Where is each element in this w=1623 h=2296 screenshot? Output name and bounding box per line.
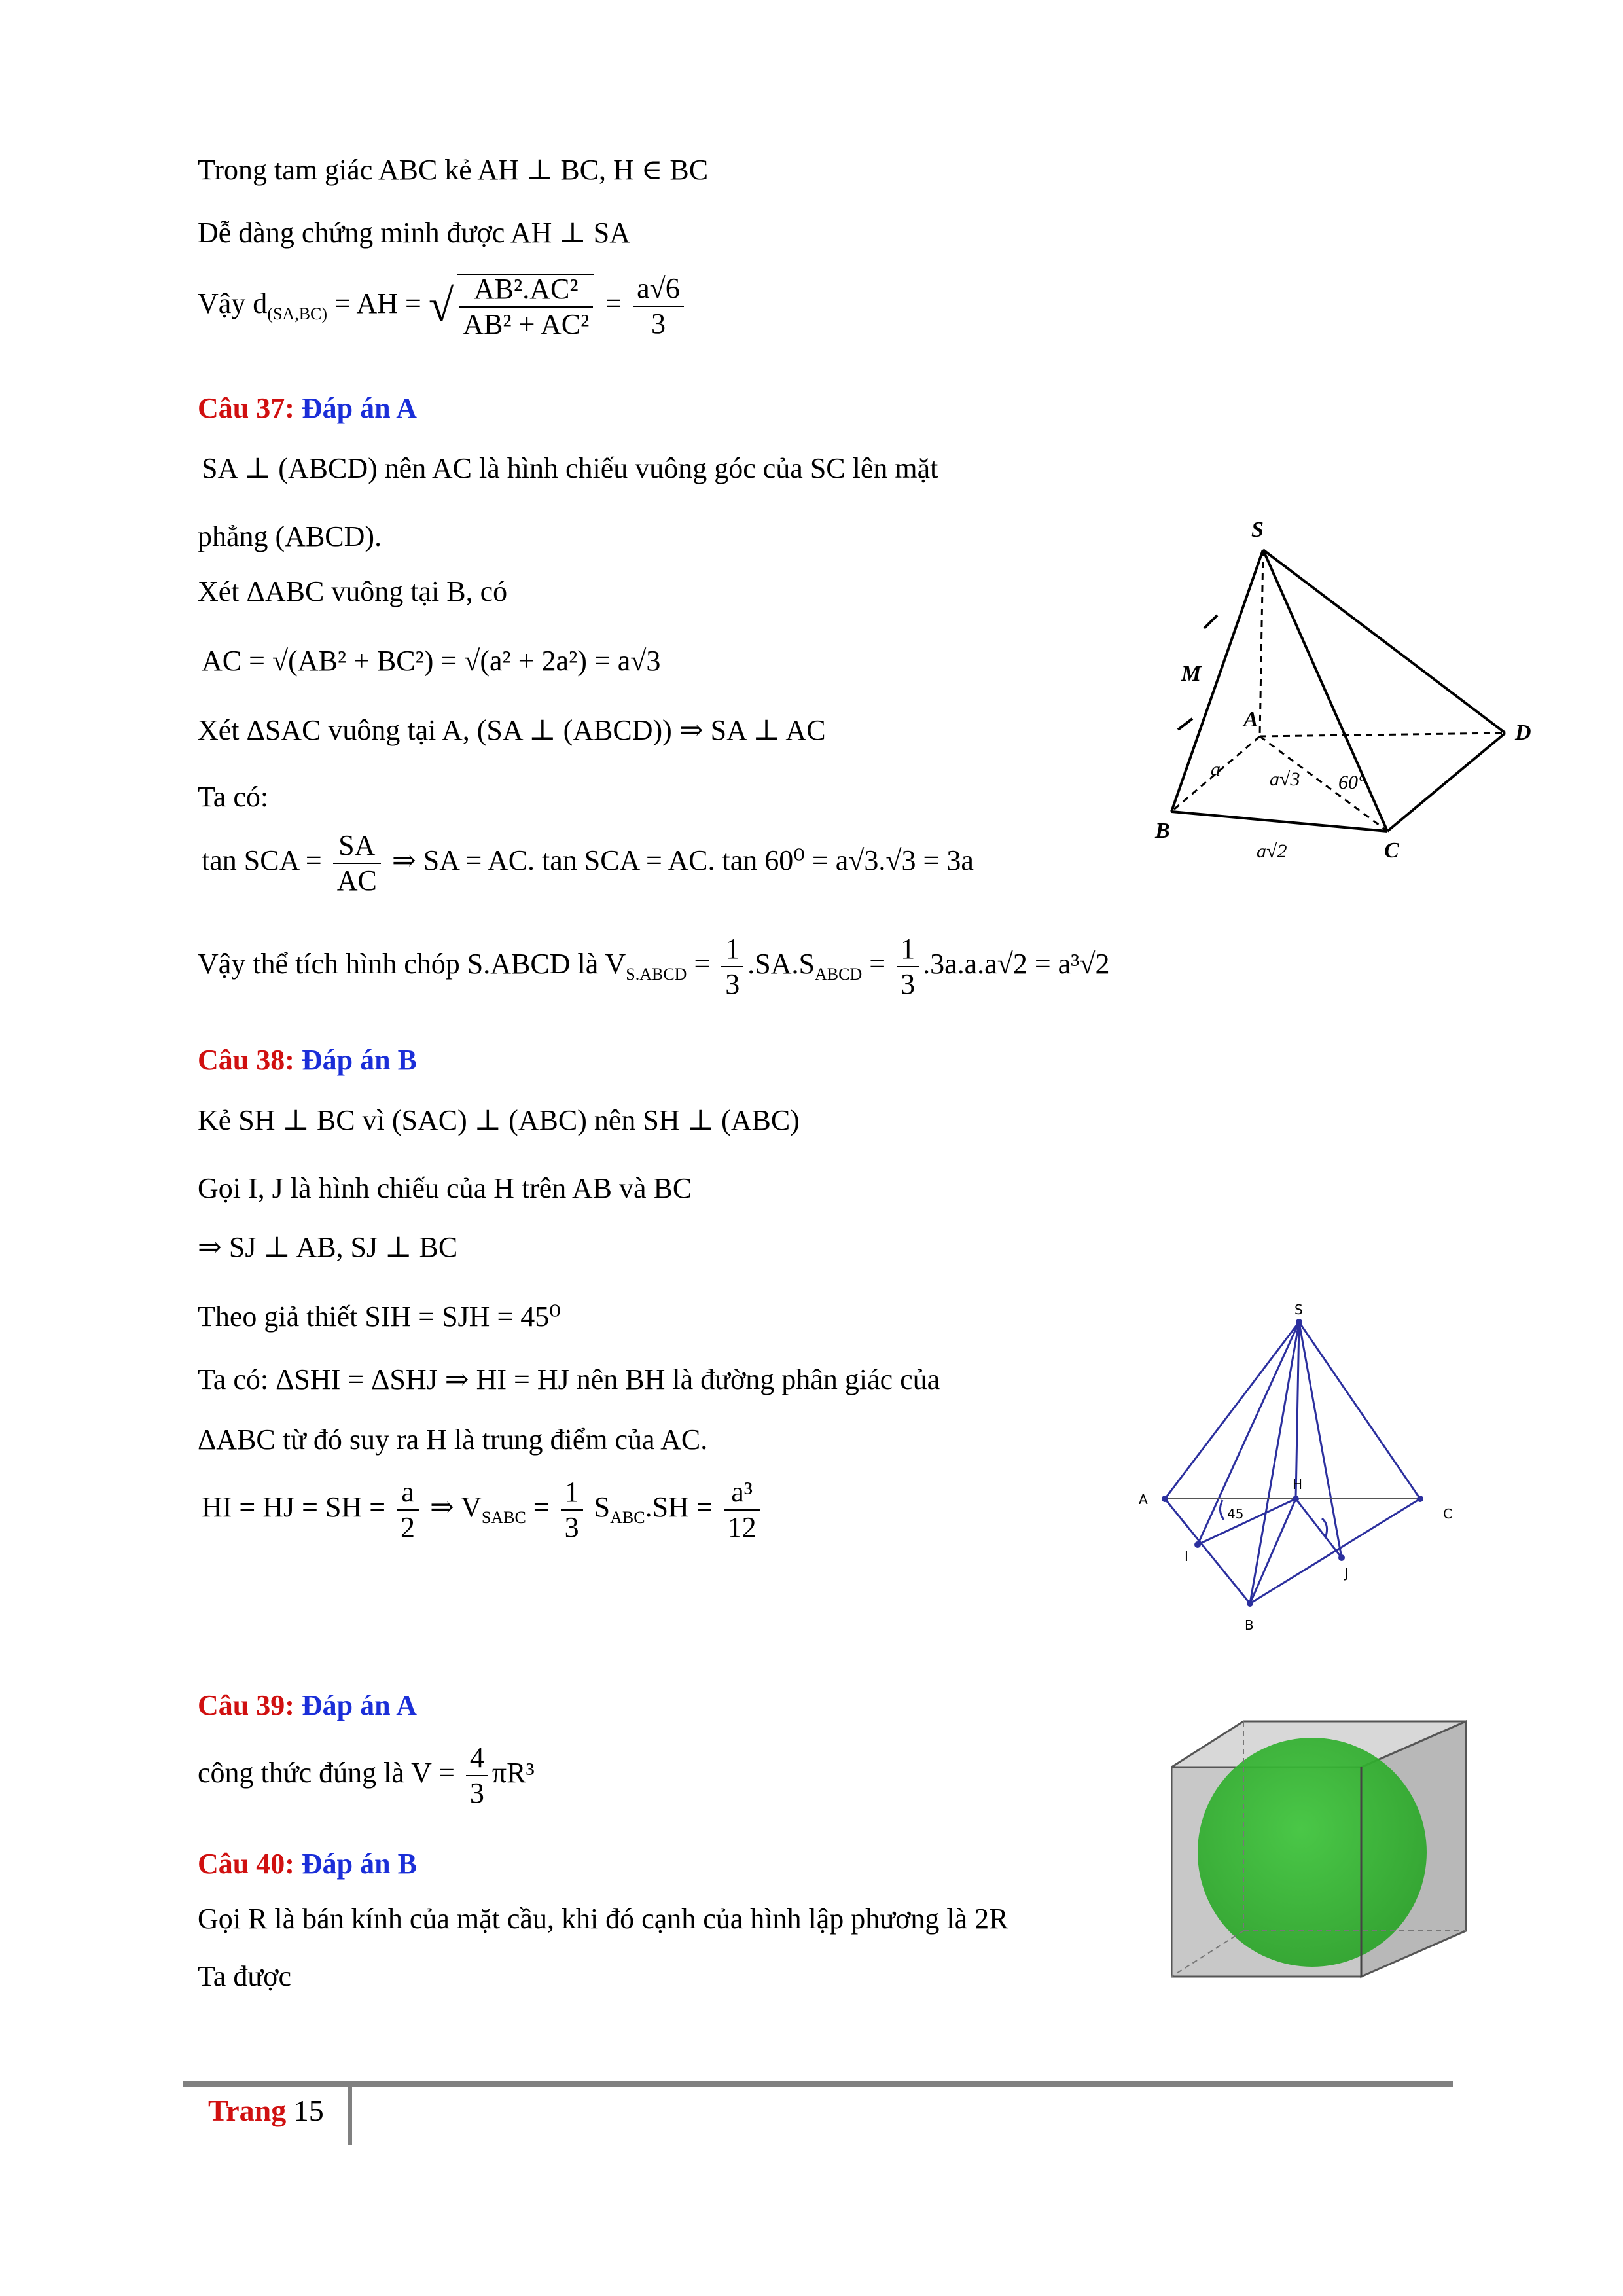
- text: = AH =: [327, 287, 429, 320]
- line-10: [202, 831, 974, 895]
- edge-sa: [1260, 550, 1263, 736]
- edge-cd: [1387, 733, 1505, 831]
- line-4: SA ⊥ (ABCD) nên AC là hình chiếu vuông góc của SC lên mặt: [202, 452, 938, 484]
- label-a: A: [1139, 1492, 1148, 1507]
- denominator: 12: [727, 1511, 757, 1543]
- sphere: [1198, 1738, 1427, 1967]
- label-m: M: [1181, 662, 1202, 686]
- subscript: ABC: [610, 1508, 645, 1528]
- label-b: B: [1245, 1617, 1254, 1633]
- answer-label: Đáp án B: [301, 1848, 417, 1880]
- label-c: C: [1443, 1506, 1452, 1522]
- edge-sa: [1165, 1322, 1299, 1499]
- line-11: [198, 935, 1110, 999]
- line-14: ⇒ SJ ⊥ AB, SJ ⊥ BC: [198, 1231, 458, 1263]
- edge-sh: [1296, 1322, 1299, 1499]
- label-c: C: [1384, 838, 1399, 863]
- line-18: [202, 1478, 764, 1542]
- label-a-sqrt2: a√2: [1257, 840, 1287, 862]
- sqrt-fraction: [457, 274, 594, 339]
- text: HI = HJ = SH =: [202, 1491, 393, 1524]
- label-s: S: [1251, 518, 1264, 542]
- numerator: a√6: [633, 274, 684, 307]
- point-c: [1417, 1496, 1423, 1502]
- fraction: [333, 831, 381, 895]
- text: ⇒ SA = AC. tan SCA = AC. tan 60⁰ = a√3.√3 = 3a: [384, 844, 974, 877]
- numerator: 4: [466, 1744, 488, 1776]
- segment-hb: [1250, 1499, 1296, 1604]
- line-2: Dễ dàng chứng minh được AH ⊥ SA: [198, 217, 631, 249]
- angle-arc: [1220, 1500, 1224, 1520]
- point-a: [1162, 1496, 1168, 1502]
- denominator: 3: [725, 968, 740, 1000]
- footer-divider: [348, 2087, 352, 2145]
- edge-sc: [1299, 1322, 1420, 1499]
- label-h: H: [1293, 1477, 1303, 1492]
- question-39-heading: [198, 1689, 417, 1722]
- label-angle-60: 60°: [1338, 772, 1366, 793]
- label-a: A: [1243, 708, 1258, 732]
- question-38-heading: [198, 1043, 417, 1077]
- question-40-heading: [198, 1847, 417, 1880]
- edge-bc: [1171, 812, 1387, 831]
- label-j: J: [1345, 1565, 1349, 1581]
- subscript: (SA,BC): [267, 304, 328, 324]
- line-12: Kẻ SH ⊥ BC vì (SAC) ⊥ (ABC) nên SH ⊥ (ABC): [198, 1104, 800, 1136]
- text: công thức đúng là V =: [198, 1757, 462, 1789]
- text: .SA.S: [747, 948, 815, 980]
- numerator: SA: [333, 831, 381, 864]
- fraction: [724, 1478, 760, 1542]
- edge-si: [1198, 1322, 1299, 1545]
- segment-hj: [1296, 1499, 1342, 1558]
- page-label: Trang: [208, 2094, 287, 2127]
- text: tan SCA =: [202, 844, 329, 877]
- line-17: ΔABC từ đó suy ra H là trung điểm của AC.: [198, 1424, 708, 1456]
- point-i: [1194, 1541, 1201, 1548]
- answer-label: Đáp án A: [301, 392, 417, 424]
- line-13: Gọi I, J là hình chiếu của H trên AB và BC: [198, 1172, 692, 1204]
- pyramid-sabcd-figure: [1113, 511, 1571, 864]
- page-value: 15: [293, 2094, 324, 2127]
- denominator: 3: [901, 968, 916, 1000]
- numerator: 1: [897, 935, 919, 967]
- text: ⇒ V: [423, 1491, 482, 1524]
- line-5: phẳng (ABCD).: [198, 520, 382, 552]
- text: Vậy d: [198, 287, 268, 320]
- question-37-heading: [198, 391, 417, 425]
- edge-ad: [1260, 733, 1505, 736]
- line-16: Ta có: ΔSHI = ΔSHJ ⇒ HI = HJ nên BH là đường phân giác của: [198, 1363, 940, 1395]
- text: =: [526, 1491, 557, 1524]
- text: =: [862, 948, 893, 980]
- line-6: Xét ΔABC vuông tại B, có: [198, 575, 508, 607]
- pyramid-sabc-figure: [1126, 1302, 1466, 1636]
- denominator: 3: [469, 1777, 484, 1809]
- text: .SH =: [645, 1491, 720, 1524]
- point-h: [1293, 1496, 1299, 1502]
- tick-mark: [1204, 615, 1217, 628]
- denominator: 2: [401, 1511, 416, 1543]
- text: S: [586, 1491, 611, 1524]
- text: =: [598, 287, 630, 320]
- numerator: a³: [724, 1478, 760, 1511]
- answer-label: Đáp án B: [301, 1044, 417, 1076]
- text: =: [687, 948, 718, 980]
- label-a-sqrt3: a√3: [1270, 768, 1300, 790]
- label-d: D: [1515, 721, 1531, 745]
- sqrt-sign: √: [428, 281, 454, 332]
- label-b: B: [1155, 819, 1170, 843]
- point-s: [1296, 1319, 1302, 1325]
- line-8: Xét ΔSAC vuông tại A, (SA ⊥ (ABCD)) ⇒ SA ⊥ AC: [198, 714, 826, 746]
- edge-sd: [1263, 550, 1505, 733]
- text: Vậy thể tích hình chóp S.ABCD là V: [198, 948, 626, 980]
- label-angle-45: 45: [1227, 1506, 1244, 1522]
- fraction: [721, 935, 743, 999]
- numerator: 1: [561, 1478, 583, 1511]
- denominator: 3: [651, 308, 666, 340]
- question-label: Câu 39:: [198, 1689, 294, 1721]
- fraction: [633, 274, 684, 338]
- question-label: Câu 37:: [198, 392, 294, 424]
- line-19: [198, 1744, 535, 1808]
- denominator: AB² + AC²: [463, 308, 590, 340]
- line-9: Ta có:: [198, 781, 269, 813]
- line-21: Ta được: [198, 1960, 291, 1992]
- label-i: I: [1185, 1549, 1188, 1564]
- text: πR³: [491, 1757, 535, 1789]
- fraction: [897, 935, 919, 999]
- denominator: AC: [336, 865, 377, 897]
- edge-bc: [1250, 1499, 1420, 1604]
- line-7: AC = √(AB² + BC²) = √(a² + 2a²) = a√3: [202, 645, 661, 677]
- denominator: 3: [564, 1511, 579, 1543]
- numerator: a: [397, 1478, 419, 1511]
- question-label: Câu 38:: [198, 1044, 294, 1076]
- subscript: S.ABCD: [626, 965, 687, 984]
- answer-label: Đáp án A: [301, 1689, 417, 1721]
- point-j: [1338, 1554, 1345, 1561]
- subscript: ABCD: [815, 965, 863, 984]
- line-15: Theo giả thiết SIH = SJH = 45⁰: [198, 1300, 561, 1333]
- numerator: AB².AC²: [459, 275, 593, 308]
- subscript: SABC: [481, 1508, 526, 1528]
- line-3: [198, 274, 688, 339]
- fraction: [397, 1478, 419, 1542]
- edge-sb: [1250, 1322, 1299, 1604]
- point-b: [1247, 1600, 1253, 1607]
- label-s: S: [1294, 1302, 1303, 1318]
- footer-rule: [183, 2081, 1453, 2087]
- fraction: [561, 1478, 583, 1542]
- line-1: Trong tam giác ABC kẻ AH ⊥ BC, H ∈ BC: [198, 154, 709, 186]
- edge-sj: [1299, 1322, 1342, 1558]
- line-20: Gọi R là bán kính của mặt cầu, khi đó cạnh của hình lập phương là 2R: [198, 1903, 1008, 1935]
- question-label: Câu 40:: [198, 1848, 294, 1880]
- page-number: [208, 2093, 324, 2128]
- sphere-in-cube-figure: [1171, 1715, 1479, 1990]
- segment-hi: [1198, 1499, 1296, 1545]
- label-a-side: a: [1211, 759, 1221, 780]
- tick-mark: [1178, 719, 1192, 730]
- text: .3a.a.a√2 = a³√2: [923, 948, 1110, 980]
- numerator: 1: [721, 935, 743, 967]
- fraction: [466, 1744, 488, 1808]
